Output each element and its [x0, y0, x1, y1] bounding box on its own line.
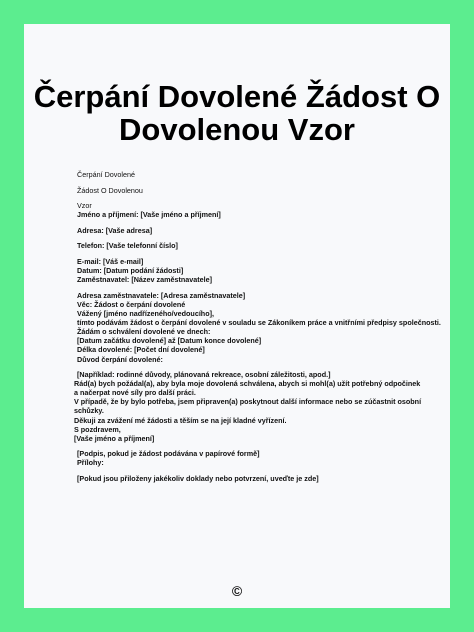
- document-title: Čerpání Dovolené Žádost O Dovolenou Vzor: [33, 79, 441, 147]
- text-line: Vážený [jméno nadřízeného/vedoucího],: [77, 309, 214, 319]
- text-line: Žádám o schválení dovolené ve dnech:: [77, 327, 211, 337]
- text-line: Čerpání Dovolené: [77, 170, 135, 179]
- text-line: Telefon: [Vaše telefonní číslo]: [77, 241, 178, 251]
- copyright-icon: ©: [231, 583, 243, 599]
- letter-body: [74, 170, 441, 484]
- text-line: Adresa: [Vaše adresa]: [77, 225, 153, 235]
- text-line: Zaměstnavatel: [Název zaměstnavatele]: [77, 275, 213, 285]
- document-page: [24, 24, 450, 608]
- text-line: V případě, že by bylo potřeba, jsem připraven(a) poskytnout další informace nebo se zúčastnit osobní schůzky.: [74, 397, 422, 416]
- text-line: Přílohy:: [77, 458, 104, 468]
- text-line: Vzor: [77, 201, 92, 211]
- text-line: Věc: Žádost o čerpání dovolené: [77, 299, 186, 309]
- text-line: [Podpis, pokud je žádost podávána v papírové formě]: [77, 449, 260, 459]
- text-line: Žádost O Dovolenou: [77, 185, 143, 195]
- text-line: Rád(a) bych požádal(a), aby byla moje dovolená schválena, abych si mohl(a) užít potřebný odpočinek a načerpat nové síly pro další práci.: [74, 379, 421, 398]
- text-line: Děkuji za zvážení mé žádosti a těším se na její kladné vyřízení.: [74, 415, 287, 425]
- text-line: Adresa zaměstnavatele: [Adresa zaměstnavatele]: [77, 290, 246, 300]
- text-line: S pozdravem,: [74, 424, 121, 434]
- text-line: E-mail: [Váš e-mail]: [77, 257, 144, 267]
- text-line: [Datum začátku dovolené] až [Datum konce dovolené]: [77, 336, 262, 346]
- text-line: Délka dovolené: [Počet dní dovolené]: [77, 345, 205, 355]
- text-line: tímto podávám žádost o čerpání dovolené v souladu se Zákoníkem práce a vnitřními předpisy společnosti.: [77, 318, 441, 328]
- text-line: [Vaše jméno a příjmení]: [74, 433, 155, 443]
- text-line: [Pokud jsou přiloženy jakékoliv doklady nebo potvrzení, uveďte je zde]: [77, 474, 319, 484]
- text-line: Důvod čerpání dovolené:: [77, 354, 163, 364]
- text-line: [Například: rodinné důvody, plánovaná rekreace, osobní záležitosti, apod.]: [77, 370, 331, 380]
- text-line: Datum: [Datum podání žádosti]: [77, 266, 184, 276]
- text-line: Jméno a příjmení: [Vaše jméno a příjmení]: [77, 210, 221, 220]
